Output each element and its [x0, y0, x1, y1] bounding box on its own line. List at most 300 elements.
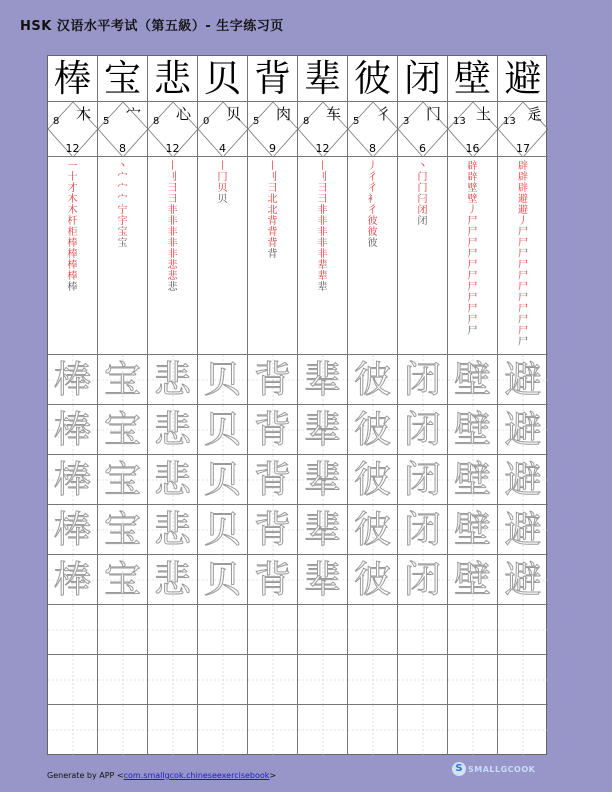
stroke-step: 宀: [117, 183, 128, 194]
trace-character: 闭: [404, 408, 441, 451]
radical-stroke-count: 13: [453, 116, 466, 127]
practice-cell[interactable]: [298, 655, 348, 705]
practice-cell[interactable]: [448, 655, 498, 705]
guide-lines: [248, 605, 298, 655]
total-stroke-count: 8: [369, 142, 376, 155]
logo-icon: S: [452, 762, 466, 776]
stroke-step: 辈: [317, 260, 328, 271]
trace-character: 贝: [204, 408, 241, 451]
trace-character: 彼: [354, 458, 391, 501]
stroke-step: 辟: [467, 161, 478, 172]
trace-character: 棒: [54, 408, 91, 451]
practice-cell[interactable]: [148, 405, 198, 455]
practice-cell[interactable]: [98, 455, 148, 505]
practice-cell[interactable]: [448, 505, 498, 555]
stroke-order-column: [248, 157, 298, 355]
practice-cell[interactable]: [148, 655, 198, 705]
radical-info-cell: [148, 102, 198, 157]
stroke-step: 棒: [67, 282, 78, 293]
stroke-step: 彐: [167, 183, 178, 194]
radical-info-cell: [298, 102, 348, 157]
header-character: 宝: [98, 56, 148, 102]
practice-cell[interactable]: [498, 505, 548, 555]
radical-label: 木: [75, 105, 91, 123]
stroke-step: 衤: [367, 194, 378, 205]
radical-stroke-count: 8: [53, 116, 60, 127]
trace-character: 闭: [404, 508, 441, 551]
practice-cell[interactable]: [248, 355, 298, 405]
stroke-step: 北: [267, 194, 278, 205]
stroke-step: 尸: [518, 304, 528, 315]
stroke-step: 棒: [67, 271, 78, 282]
trace-character: 宝: [104, 408, 141, 451]
stroke-step: 尸: [518, 271, 528, 282]
trace-character: 背: [254, 358, 291, 401]
practice-cell[interactable]: [448, 405, 498, 455]
practice-cell[interactable]: [48, 405, 98, 455]
practice-cell[interactable]: [198, 555, 248, 605]
guide-lines: [248, 655, 298, 705]
stroke-step: 闩: [417, 194, 428, 205]
practice-cell[interactable]: [148, 705, 198, 755]
practice-cell[interactable]: [398, 555, 448, 605]
practice-cell[interactable]: [298, 355, 348, 405]
trace-character: 彼: [354, 408, 391, 451]
practice-cell[interactable]: [448, 605, 498, 655]
stroke-step: 避: [518, 205, 528, 216]
stroke-step: 尸: [467, 293, 478, 304]
guide-lines: [48, 705, 98, 755]
practice-cell[interactable]: [348, 355, 398, 405]
trace-character: 悲: [154, 358, 191, 401]
practice-cell[interactable]: [448, 705, 498, 755]
trace-character: 背: [254, 458, 291, 501]
practice-cell[interactable]: [148, 355, 198, 405]
practice-cell[interactable]: [498, 655, 548, 705]
practice-cell[interactable]: [98, 655, 148, 705]
stroke-step: 非: [317, 249, 328, 260]
radical-stroke-count: 5: [253, 116, 260, 127]
guide-lines: [198, 605, 248, 655]
stroke-step: 北: [267, 205, 278, 216]
stroke-step: 辟: [518, 161, 528, 172]
trace-character: 避: [504, 508, 542, 551]
stroke-step: 辟: [467, 172, 478, 183]
stroke-step: 悲: [167, 271, 178, 282]
practice-cell[interactable]: [398, 355, 448, 405]
practice-cell[interactable]: [248, 505, 298, 555]
footer: Generate by APP <com.smallgcok.chineseexercisebook>: [47, 771, 277, 780]
stroke-step: 门: [417, 172, 428, 183]
stroke-step: 非: [167, 238, 178, 249]
total-stroke-count: 12: [65, 142, 80, 155]
stroke-step: 贝: [217, 194, 228, 205]
total-stroke-count: 17: [516, 142, 530, 155]
radical-info-cell: [198, 102, 248, 157]
stroke-step: 刂: [167, 172, 178, 183]
trace-character: 辈: [304, 458, 341, 501]
practice-cell[interactable]: [348, 405, 398, 455]
guide-lines: [148, 655, 198, 705]
practice-row: [48, 655, 548, 705]
guide-lines: [148, 605, 198, 655]
radical-stroke-count: 13: [503, 116, 516, 127]
trace-character: 背: [254, 558, 291, 601]
total-stroke-count: 9: [269, 142, 276, 155]
practice-cell[interactable]: [498, 355, 548, 405]
trace-character: 壁: [454, 558, 491, 601]
trace-character: 辈: [304, 358, 341, 401]
practice-cell[interactable]: [298, 555, 348, 605]
stroke-step: 背: [267, 249, 278, 260]
trace-character: 宝: [104, 558, 141, 601]
stroke-step: 尸: [467, 216, 478, 227]
trace-character: 悲: [154, 408, 191, 451]
practice-cell[interactable]: [198, 505, 248, 555]
practice-sheet: [47, 55, 547, 755]
practice-cell[interactable]: [398, 655, 448, 705]
practice-cell[interactable]: [48, 555, 98, 605]
stroke-order-column: [48, 157, 98, 355]
stroke-step: 非: [317, 216, 328, 227]
stroke-step: 辈: [317, 282, 328, 293]
practice-cell[interactable]: [148, 555, 198, 605]
brand-logo: [452, 762, 535, 776]
header-character: 辈: [298, 56, 348, 102]
stroke-order-column: [448, 157, 498, 355]
guide-lines: [298, 705, 348, 755]
trace-character: 彼: [354, 508, 391, 551]
stroke-step: 棒: [67, 238, 78, 249]
guide-lines: [348, 605, 398, 655]
stroke-step: 尸: [518, 227, 528, 238]
stroke-step: 背: [267, 216, 278, 227]
stroke-step: 宀: [117, 172, 128, 183]
total-stroke-count: 16: [465, 142, 480, 155]
stroke-step: 尸: [467, 282, 478, 293]
stroke-step: 尸: [518, 249, 528, 260]
practice-row: [48, 405, 548, 455]
practice-cell[interactable]: [348, 505, 398, 555]
stroke-step: 棒: [67, 249, 78, 260]
guide-lines: [348, 655, 398, 705]
radical-label: 门: [425, 105, 441, 123]
trace-character: 宝: [104, 358, 141, 401]
practice-cell[interactable]: [98, 605, 148, 655]
header-character: 贝: [198, 56, 248, 102]
practice-cell[interactable]: [48, 505, 98, 555]
trace-character: 宝: [104, 508, 141, 551]
stroke-step: 宝: [117, 227, 128, 238]
stroke-step: 木: [67, 194, 78, 205]
practice-cell[interactable]: [498, 705, 548, 755]
radical-info-cell: [498, 102, 548, 157]
guide-lines: [298, 655, 348, 705]
practice-cell[interactable]: [298, 505, 348, 555]
stroke-step: 尸: [467, 238, 478, 249]
guide-lines: [498, 705, 548, 755]
trace-character: 闭: [404, 358, 441, 401]
stroke-step: 杆: [67, 216, 78, 227]
trace-character: 悲: [154, 458, 191, 501]
practice-cell[interactable]: [248, 555, 298, 605]
radical-label: 辵: [526, 105, 542, 123]
stroke-step: 非: [317, 238, 328, 249]
practice-cell[interactable]: [348, 555, 398, 605]
stroke-order-column: [348, 157, 398, 355]
practice-cell[interactable]: [298, 405, 348, 455]
stroke-step: 尸: [467, 326, 478, 337]
guide-lines: [498, 655, 548, 705]
guide-lines: [98, 605, 148, 655]
trace-character: 宝: [104, 458, 141, 501]
practice-cell[interactable]: [348, 705, 398, 755]
radical-label: 肉: [275, 105, 291, 123]
stroke-step: 刂: [267, 172, 278, 183]
practice-cell[interactable]: [48, 355, 98, 405]
stroke-step: 彳: [367, 183, 378, 194]
stroke-step: 彳: [367, 172, 378, 183]
practice-cell[interactable]: [48, 605, 98, 655]
trace-character: 彼: [354, 358, 391, 401]
stroke-step: 尸: [518, 337, 528, 348]
stroke-step: 彐: [167, 194, 178, 205]
radical-stroke-count: 3: [403, 116, 410, 127]
stroke-step: 尸: [467, 304, 478, 315]
trace-character: 背: [254, 508, 291, 551]
total-stroke-count: 6: [419, 142, 426, 155]
stroke-step: 悲: [167, 282, 178, 293]
stroke-step: 门: [417, 183, 428, 194]
practice-cell[interactable]: [98, 405, 148, 455]
trace-character: 贝: [204, 558, 241, 601]
practice-cell[interactable]: [248, 605, 298, 655]
trace-character: 辈: [304, 508, 341, 551]
stroke-step: 非: [167, 249, 178, 260]
stroke-step: 尸: [518, 238, 528, 249]
practice-cell[interactable]: [348, 455, 398, 505]
stroke-order-column: [398, 157, 448, 355]
stroke-step: 辈: [317, 271, 328, 282]
practice-cell[interactable]: [398, 455, 448, 505]
guide-lines: [98, 655, 148, 705]
trace-character: 壁: [454, 458, 491, 501]
practice-cell[interactable]: [398, 705, 448, 755]
stroke-step: 尸: [518, 315, 528, 326]
practice-cell[interactable]: [198, 405, 248, 455]
trace-character: 背: [254, 408, 291, 451]
stroke-step: 丶: [417, 161, 428, 172]
stroke-step: 彼: [367, 216, 378, 227]
practice-cell[interactable]: [348, 605, 398, 655]
practice-cell[interactable]: [348, 655, 398, 705]
radical-stroke-count: 0: [203, 116, 210, 127]
stroke-step: 才: [67, 183, 78, 194]
trace-character: 彼: [354, 558, 391, 601]
guide-lines: [448, 705, 498, 755]
practice-row: [48, 505, 548, 555]
radical-info-row: [48, 102, 548, 157]
practice-cell[interactable]: [448, 455, 498, 505]
practice-cell[interactable]: [248, 455, 298, 505]
stroke-step: 尸: [518, 260, 528, 271]
practice-cell[interactable]: [398, 605, 448, 655]
practice-cell[interactable]: [198, 455, 248, 505]
practice-cell[interactable]: [298, 705, 348, 755]
stroke-step: 背: [267, 238, 278, 249]
trace-character: 壁: [454, 408, 491, 451]
total-stroke-count: 4: [219, 142, 226, 155]
trace-character: 壁: [454, 508, 491, 551]
practice-cell[interactable]: [98, 355, 148, 405]
stroke-step: 贝: [217, 183, 228, 194]
header-character: 闭: [398, 56, 448, 102]
practice-cell[interactable]: [498, 555, 548, 605]
stroke-step: 尸: [467, 271, 478, 282]
stroke-step: 丿: [518, 216, 528, 227]
stroke-step: 刂: [317, 172, 328, 183]
stroke-step: 尸: [518, 293, 528, 304]
stroke-step: 柜: [67, 227, 78, 238]
practice-cell[interactable]: [98, 505, 148, 555]
radical-stroke-count: 5: [103, 116, 110, 127]
stroke-order-column: [498, 157, 548, 355]
trace-character: 避: [504, 458, 542, 501]
stroke-step: 尸: [467, 249, 478, 260]
practice-row: [48, 555, 548, 605]
practice-cell[interactable]: [198, 655, 248, 705]
practice-cell[interactable]: [398, 505, 448, 555]
character-header-row: [48, 56, 548, 102]
trace-character: 避: [504, 408, 542, 451]
trace-character: 辈: [304, 558, 341, 601]
practice-cell[interactable]: [248, 655, 298, 705]
header-character: 棒: [48, 56, 98, 102]
stroke-step: 宀: [117, 194, 128, 205]
practice-cell[interactable]: [298, 605, 348, 655]
practice-cell[interactable]: [48, 705, 98, 755]
radical-label: 土: [475, 105, 491, 123]
practice-cell[interactable]: [48, 655, 98, 705]
practice-cell[interactable]: [48, 455, 98, 505]
stroke-step: 一: [67, 161, 78, 172]
guide-lines: [98, 705, 148, 755]
stroke-step: 尸: [518, 282, 528, 293]
guide-lines: [48, 655, 98, 705]
stroke-step: 宝: [117, 238, 128, 249]
radical-label: 贝: [225, 105, 241, 123]
radical-info-cell: [248, 102, 298, 157]
guide-lines: [398, 605, 448, 655]
radical-stroke-count: 8: [153, 116, 160, 127]
radical-label: 心: [175, 105, 191, 123]
trace-character: 避: [504, 358, 542, 401]
practice-cell[interactable]: [448, 555, 498, 605]
stroke-step: 壁: [467, 183, 478, 194]
guide-lines: [498, 605, 548, 655]
guide-lines: [148, 705, 198, 755]
stroke-step: 避: [518, 194, 528, 205]
guide-lines: [198, 655, 248, 705]
stroke-step: 丿: [367, 161, 378, 172]
practice-cell[interactable]: [248, 405, 298, 455]
trace-character: 悲: [154, 508, 191, 551]
stroke-step: 尸: [467, 315, 478, 326]
practice-cell[interactable]: [248, 705, 298, 755]
stroke-step: 壁: [467, 194, 478, 205]
stroke-step: 非: [317, 205, 328, 216]
app-link[interactable]: com.smallgcok.chineseexercisebook: [123, 771, 270, 780]
practice-cell[interactable]: [198, 705, 248, 755]
practice-cell[interactable]: [198, 355, 248, 405]
practice-cell[interactable]: [148, 605, 198, 655]
trace-character: 贝: [204, 358, 241, 401]
guide-lines: [448, 655, 498, 705]
guide-lines: [448, 605, 498, 655]
guide-lines: [398, 655, 448, 705]
stroke-step: 非: [167, 227, 178, 238]
practice-cell[interactable]: [198, 605, 248, 655]
practice-cell[interactable]: [98, 705, 148, 755]
stroke-step: 彼: [367, 227, 378, 238]
header-character: 背: [248, 56, 298, 102]
stroke-step: 彐: [317, 183, 328, 194]
practice-cell[interactable]: [148, 505, 198, 555]
practice-cell[interactable]: [148, 455, 198, 505]
stroke-order-column: [298, 157, 348, 355]
stroke-order-row: [48, 157, 548, 355]
trace-character: 壁: [454, 358, 491, 401]
stroke-step: 宇: [117, 216, 128, 227]
practice-cell[interactable]: [298, 455, 348, 505]
guide-lines: [398, 705, 448, 755]
stroke-step: 彐: [267, 183, 278, 194]
practice-row: [48, 605, 548, 655]
stroke-step: 丿: [467, 205, 478, 216]
stroke-step: 彐: [317, 194, 328, 205]
trace-character: 辈: [304, 408, 341, 451]
stroke-step: 彼: [367, 238, 378, 249]
stroke-step: 丨: [267, 161, 278, 172]
logo-text: SMALLGCOOK: [468, 764, 536, 774]
practice-row: [48, 705, 548, 755]
practice-cell[interactable]: [498, 405, 548, 455]
total-stroke-count: 8: [119, 142, 126, 155]
guide-lines: [298, 605, 348, 655]
trace-character: 避: [504, 558, 542, 601]
radical-label: 彳: [375, 105, 391, 123]
practice-row: [48, 455, 548, 505]
total-stroke-count: 12: [165, 142, 180, 155]
page-title: HSK 汉语水平考试（第五級）- 生字练习页: [20, 19, 284, 34]
radical-label: 宀: [125, 105, 141, 123]
practice-cell[interactable]: [98, 555, 148, 605]
stroke-step: 丨: [167, 161, 178, 172]
stroke-step: 丨: [217, 161, 228, 172]
practice-row: [48, 355, 548, 405]
radical-info-cell: [348, 102, 398, 157]
practice-cell[interactable]: [498, 455, 548, 505]
practice-cell[interactable]: [498, 605, 548, 655]
trace-character: 贝: [204, 458, 241, 501]
stroke-order-column: [98, 157, 148, 355]
stroke-step: 非: [167, 205, 178, 216]
practice-cell[interactable]: [448, 355, 498, 405]
practice-cell[interactable]: [398, 405, 448, 455]
stroke-step: 悲: [167, 260, 178, 271]
radical-info-cell: [48, 102, 98, 157]
radical-info-cell: [448, 102, 498, 157]
